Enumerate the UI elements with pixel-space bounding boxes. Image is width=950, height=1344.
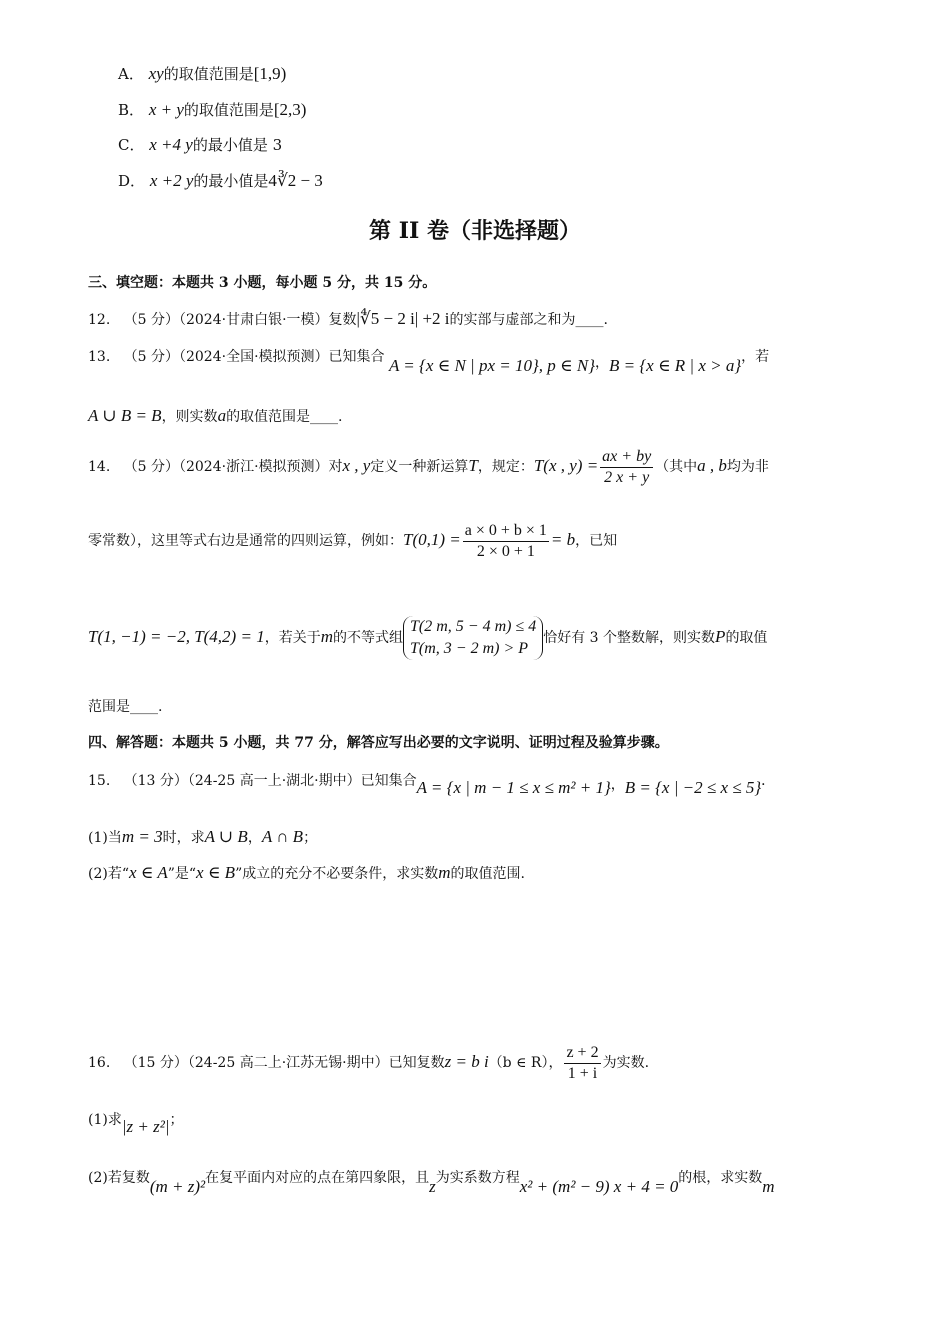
option-label: D． bbox=[118, 172, 146, 190]
part4-header: 四、解答题：本题共 5 小题，共 77 分，解答应写出必要的文字说明、证明过程及验算步骤。 bbox=[88, 735, 669, 751]
math-expr: a bbox=[217, 406, 227, 425]
question-text: （2024·甘肃白银·一模）复数 bbox=[178, 312, 357, 328]
math-expr: xy bbox=[148, 64, 164, 83]
question-text: ”是“ bbox=[167, 866, 197, 882]
math-expr: [2,3) bbox=[273, 100, 307, 119]
option-a bbox=[118, 63, 286, 85]
question-text: ， bbox=[548, 1055, 563, 1071]
system-line: T(m, 3 − 2 m) > P bbox=[409, 640, 529, 657]
math-expr: a , b bbox=[697, 456, 727, 475]
math-expr: T(0,1) = bbox=[403, 530, 461, 549]
question-text: 定义一种新运算 bbox=[370, 459, 469, 475]
question-text: ，规定： bbox=[477, 459, 534, 475]
question-text: 为实系数方程 bbox=[435, 1170, 520, 1186]
question-points: （5 分） bbox=[123, 459, 179, 475]
option-label: A． bbox=[118, 65, 144, 83]
math-expr: A ∩ B bbox=[261, 827, 304, 846]
question-number: 13. bbox=[88, 349, 111, 365]
question-text: ，若关于 bbox=[264, 630, 321, 646]
math-expr: A = {x ∈ N | px = 10}, p ∈ N} bbox=[388, 356, 595, 375]
option-text: 的取值范围是 bbox=[183, 101, 274, 119]
option-c bbox=[118, 134, 282, 156]
math-expr: x ∈ A bbox=[129, 863, 168, 882]
question-text: 零常数），这里等式右边是通常的四则运算，例如： bbox=[88, 533, 403, 549]
question-12 bbox=[88, 308, 608, 331]
question-text: （其中 bbox=[655, 459, 698, 475]
question-14 bbox=[88, 446, 769, 488]
math-expr: T(x , y) = bbox=[533, 456, 599, 475]
question-number: 14. bbox=[88, 459, 111, 475]
question-text: ，已知 bbox=[575, 533, 618, 549]
math-expr: x² + (m² − 9) x + 4 = 0 bbox=[519, 1177, 679, 1196]
question-text: 的取值 bbox=[725, 630, 768, 646]
question-number: 16. bbox=[88, 1055, 111, 1071]
math-expr: m bbox=[320, 627, 333, 646]
option-d bbox=[118, 170, 323, 192]
question-text: 恰好有 3 个整数解，则实数 bbox=[543, 630, 716, 646]
question-text: （24-25 高二上·江苏无锡·期中）已知复数 bbox=[187, 1055, 445, 1071]
question-14-line3 bbox=[88, 612, 767, 663]
math-expr: A ∪ B bbox=[204, 827, 248, 846]
system-line: T(2 m, 5 − 4 m) ≤ 4 bbox=[409, 618, 537, 635]
math-expr: m = 3 bbox=[121, 827, 163, 846]
question-text: （2024·浙江·模拟预测）对 bbox=[178, 459, 343, 475]
question-text: ，若 bbox=[741, 349, 770, 365]
question-points: （5 分） bbox=[123, 312, 179, 328]
question-points: （5 分） bbox=[123, 349, 179, 365]
question-text: ． bbox=[761, 773, 776, 789]
question-text: ； bbox=[303, 830, 318, 846]
question-text: 的不等式组 bbox=[332, 630, 403, 646]
question-text: 的取值范围是____. bbox=[226, 409, 343, 425]
option-label: B． bbox=[118, 101, 145, 119]
question-points: （15 分） bbox=[123, 1055, 188, 1071]
question-text: 在复平面内对应的点在第四象限，且 bbox=[205, 1170, 430, 1186]
question-14-line2 bbox=[88, 520, 617, 562]
part3-header: 三、填空题：本题共 3 小题，每小题 5 分，共 15 分。 bbox=[88, 275, 437, 291]
math-expr: |∜5 − 2 i| +2 i bbox=[356, 309, 450, 328]
fraction-numerator: a × 0 + b × 1 bbox=[463, 521, 549, 542]
part-label: (2)若复数 bbox=[88, 1170, 150, 1186]
math-expr: = b bbox=[550, 530, 576, 549]
question-14-line4: 范围是____. bbox=[88, 699, 163, 715]
question-13-line2 bbox=[88, 405, 343, 428]
part-label: (2)若“ bbox=[88, 866, 129, 882]
math-expr: T(1, −1) = −2, T(4,2) = 1 bbox=[88, 627, 265, 646]
option-text: 的最小值是 bbox=[193, 172, 269, 190]
question-text: 的根，求实数 bbox=[678, 1170, 763, 1186]
option-b bbox=[118, 99, 306, 121]
math-expr: P bbox=[715, 627, 726, 646]
option-text: 的最小值是 3 bbox=[192, 136, 283, 154]
math-expr: x +4 y bbox=[149, 135, 193, 154]
math-expr: m bbox=[438, 863, 451, 882]
fraction-denominator: 1 + i bbox=[567, 1064, 598, 1082]
question-number: 15. bbox=[88, 773, 111, 789]
math-expr: |z + z²| bbox=[121, 1117, 170, 1136]
question-text: ； bbox=[169, 1112, 184, 1128]
math-expr: m bbox=[762, 1177, 775, 1196]
fraction-denominator: 2 × 0 + 1 bbox=[476, 542, 535, 560]
math-expr: x +2 y bbox=[149, 171, 194, 190]
part-label: (1)当 bbox=[88, 830, 122, 846]
question-text: （24-25 高一上·湖北·期中）已知集合 bbox=[187, 773, 417, 789]
question-text: ”成立的充分不必要条件，求实数 bbox=[235, 866, 439, 882]
section-title: 第 II 卷（非选择题） bbox=[369, 218, 581, 244]
question-16 bbox=[88, 1040, 649, 1085]
part-label: (1)求 bbox=[88, 1112, 122, 1128]
fraction bbox=[600, 447, 653, 488]
fraction-numerator: ax + by bbox=[600, 447, 653, 468]
question-text: 均为非 bbox=[726, 459, 769, 475]
math-expr: x + y bbox=[148, 100, 184, 119]
question-text: 的实部与虚部之和为____. bbox=[449, 312, 608, 328]
question-text: 为实数. bbox=[602, 1055, 650, 1071]
inequality-system bbox=[403, 616, 543, 660]
question-text: ，则实数 bbox=[161, 409, 218, 425]
math-expr: A = {x | m − 1 ≤ x ≤ m² + 1} bbox=[416, 778, 611, 797]
question-text: （b ∈ R） bbox=[488, 1055, 549, 1071]
math-expr: 4∛2 − 3 bbox=[268, 171, 323, 190]
math-expr: x ∈ B bbox=[196, 863, 236, 882]
option-text: 的取值范围是 bbox=[163, 65, 254, 83]
question-number: 12. bbox=[88, 312, 111, 328]
math-expr: B = {x ∈ R | x > a} bbox=[609, 356, 742, 375]
question-text: 时，求 bbox=[162, 830, 205, 846]
option-label: C． bbox=[118, 136, 145, 154]
math-expr: z bbox=[429, 1177, 436, 1196]
question-text: （2024·全国·模拟预测）已知集合 bbox=[178, 349, 385, 365]
math-expr: x , y bbox=[342, 456, 371, 475]
fraction-denominator: 2 x + y bbox=[604, 468, 650, 486]
question-16-part2 bbox=[88, 1166, 775, 1196]
math-expr: T bbox=[468, 456, 478, 475]
fraction-numerator: z + 2 bbox=[564, 1043, 600, 1064]
math-expr: [1,9) bbox=[253, 64, 287, 83]
math-expr: B = {x | −2 ≤ x ≤ 5} bbox=[624, 778, 762, 797]
question-16-part1 bbox=[88, 1108, 184, 1136]
math-expr: z = b i bbox=[444, 1052, 489, 1071]
question-15: 15. （13 分）（24-25 高一上·湖北·期中）已知集合A = {x | m − 1 ≤ x ≤ m² + 1}，B = {x | −2 ≤ x ≤ 5}． bbox=[88, 773, 776, 797]
math-expr: A ∪ B = B bbox=[88, 406, 162, 425]
question-points: （13 分） bbox=[123, 773, 188, 789]
fraction bbox=[463, 521, 549, 562]
fraction bbox=[564, 1043, 600, 1084]
question-text: 的取值范围. bbox=[450, 866, 525, 882]
question-15-part1: (1)当m = 3时，求A ∪ B，A ∩ B； bbox=[88, 827, 318, 846]
question-13: 13. （5 分）（2024·全国·模拟预测）已知集合 A = {x ∈ N | px = 10}, p ∈ N}，B = {x ∈ R | x > a}，若 bbox=[88, 349, 770, 375]
question-15-part2 bbox=[88, 862, 525, 885]
math-expr: (m + z)² bbox=[149, 1177, 206, 1196]
